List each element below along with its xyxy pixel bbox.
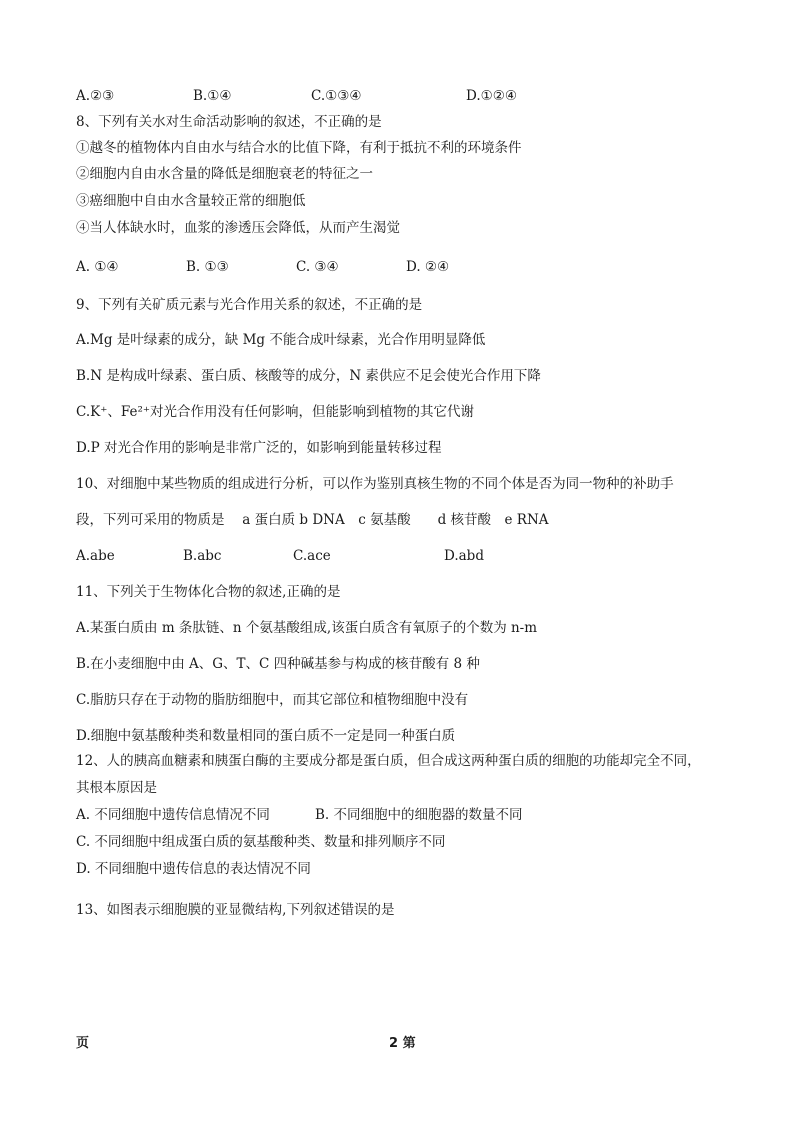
q11-option-b: B.在小麦细胞中由 A、G、T、C 四种碱基参与构成的核苷酸有 8 种 — [76, 656, 480, 672]
q10-option-c: C.ace — [293, 548, 331, 564]
q8-option-a: A. ①④ — [76, 259, 119, 275]
q9-option-d: D.P 对光合作用的影响是非常广泛的，如影响到能量转移过程 — [76, 440, 442, 456]
q7-option-c: C.①③④ — [311, 88, 362, 104]
q13-stem: 13、如图表示细胞膜的亚显微结构,下列叙述错误的是 — [76, 902, 395, 918]
q9-option-c: C.K⁺、Fe²⁺对光合作用没有任何影响，但能影响到植物的其它代谢 — [76, 404, 475, 420]
q8-option-b: B. ①③ — [186, 259, 229, 275]
q12-stem-line1: 12、人的胰高血糖素和胰蛋白酶的主要成分都是蛋白质，但合成这两种蛋白质的细胞的功能却完全不同， — [76, 753, 701, 769]
footer-left: 页 — [76, 1036, 90, 1051]
q10-stem-line1: 10、对细胞中某些物质的组成进行分析，可以作为鉴别真核生物的不同个体是否为同一物种的补助手 — [76, 476, 674, 492]
q8-item-2: ②细胞内自由水含量的降低是细胞衰老的特征之一 — [76, 166, 373, 182]
footer-page-number: 2 第 — [389, 1036, 416, 1051]
q12-option-b: B. 不同细胞中的细胞器的数量不同 — [315, 807, 523, 823]
q7-option-b: B.①④ — [193, 88, 232, 104]
q12-option-a: A. 不同细胞中遗传信息情况不同 — [76, 807, 270, 823]
q8-stem: 8、下列有关水对生命活动影响的叙述，不正确的是 — [76, 114, 382, 130]
q12-option-d: D. 不同细胞中遗传信息的表达情况不同 — [76, 861, 311, 877]
q9-option-b: B.N 是构成叶绿素、蛋白质、核酸等的成分，N 素供应不足会使光合作用下降 — [76, 368, 541, 384]
q11-option-c: C.脂肪只存在于动物的脂肪细胞中，而其它部位和植物细胞中没有 — [76, 692, 469, 708]
q8-item-1: ①越冬的植物体内自由水与结合水的比值下降，有利于抵抗不利的环境条件 — [76, 140, 522, 156]
q9-stem: 9、下列有关矿质元素与光合作用关系的叙述，不正确的是 — [76, 297, 423, 313]
q8-item-4: ④当人体缺水时，血浆的渗透压会降低，从而产生渴觉 — [76, 220, 400, 236]
q11-stem: 11、下列关于生物体化合物的叙述,正确的是 — [76, 584, 341, 600]
q8-option-c: C. ③④ — [296, 259, 339, 275]
q10-stem-line2: 段，下列可采用的物质是 a 蛋白质 b DNA c 氨基酸 d 核苷酸 e RNA — [76, 512, 549, 528]
q8-item-3: ③癌细胞中自由水含量较正常的细胞低 — [76, 193, 306, 209]
q10-option-a: A.abe — [76, 548, 115, 564]
q11-option-a: A.某蛋白质由 m 条肽链、n 个氨基酸组成,该蛋白质含有氧原子的个数为 n-m — [76, 620, 538, 636]
q10-option-d: D.abd — [444, 548, 484, 564]
q11-option-d: D.细胞中氨基酸种类和数量相同的蛋白质不一定是同一种蛋白质 — [76, 728, 456, 744]
q7-option-a: A.②③ — [76, 88, 115, 104]
q10-option-b: B.abc — [183, 548, 222, 564]
q9-option-a: A.Mg 是叶绿素的成分，缺 Mg 不能合成叶绿素，光合作用明显降低 — [76, 332, 486, 348]
q12-stem-line2: 其根本原因是 — [76, 780, 157, 796]
q7-option-d: D.①②④ — [466, 88, 517, 104]
q12-option-c: C. 不同细胞中组成蛋白质的氨基酸种类、数量和排列顺序不同 — [76, 834, 446, 850]
q8-option-d: D. ②④ — [406, 259, 450, 275]
